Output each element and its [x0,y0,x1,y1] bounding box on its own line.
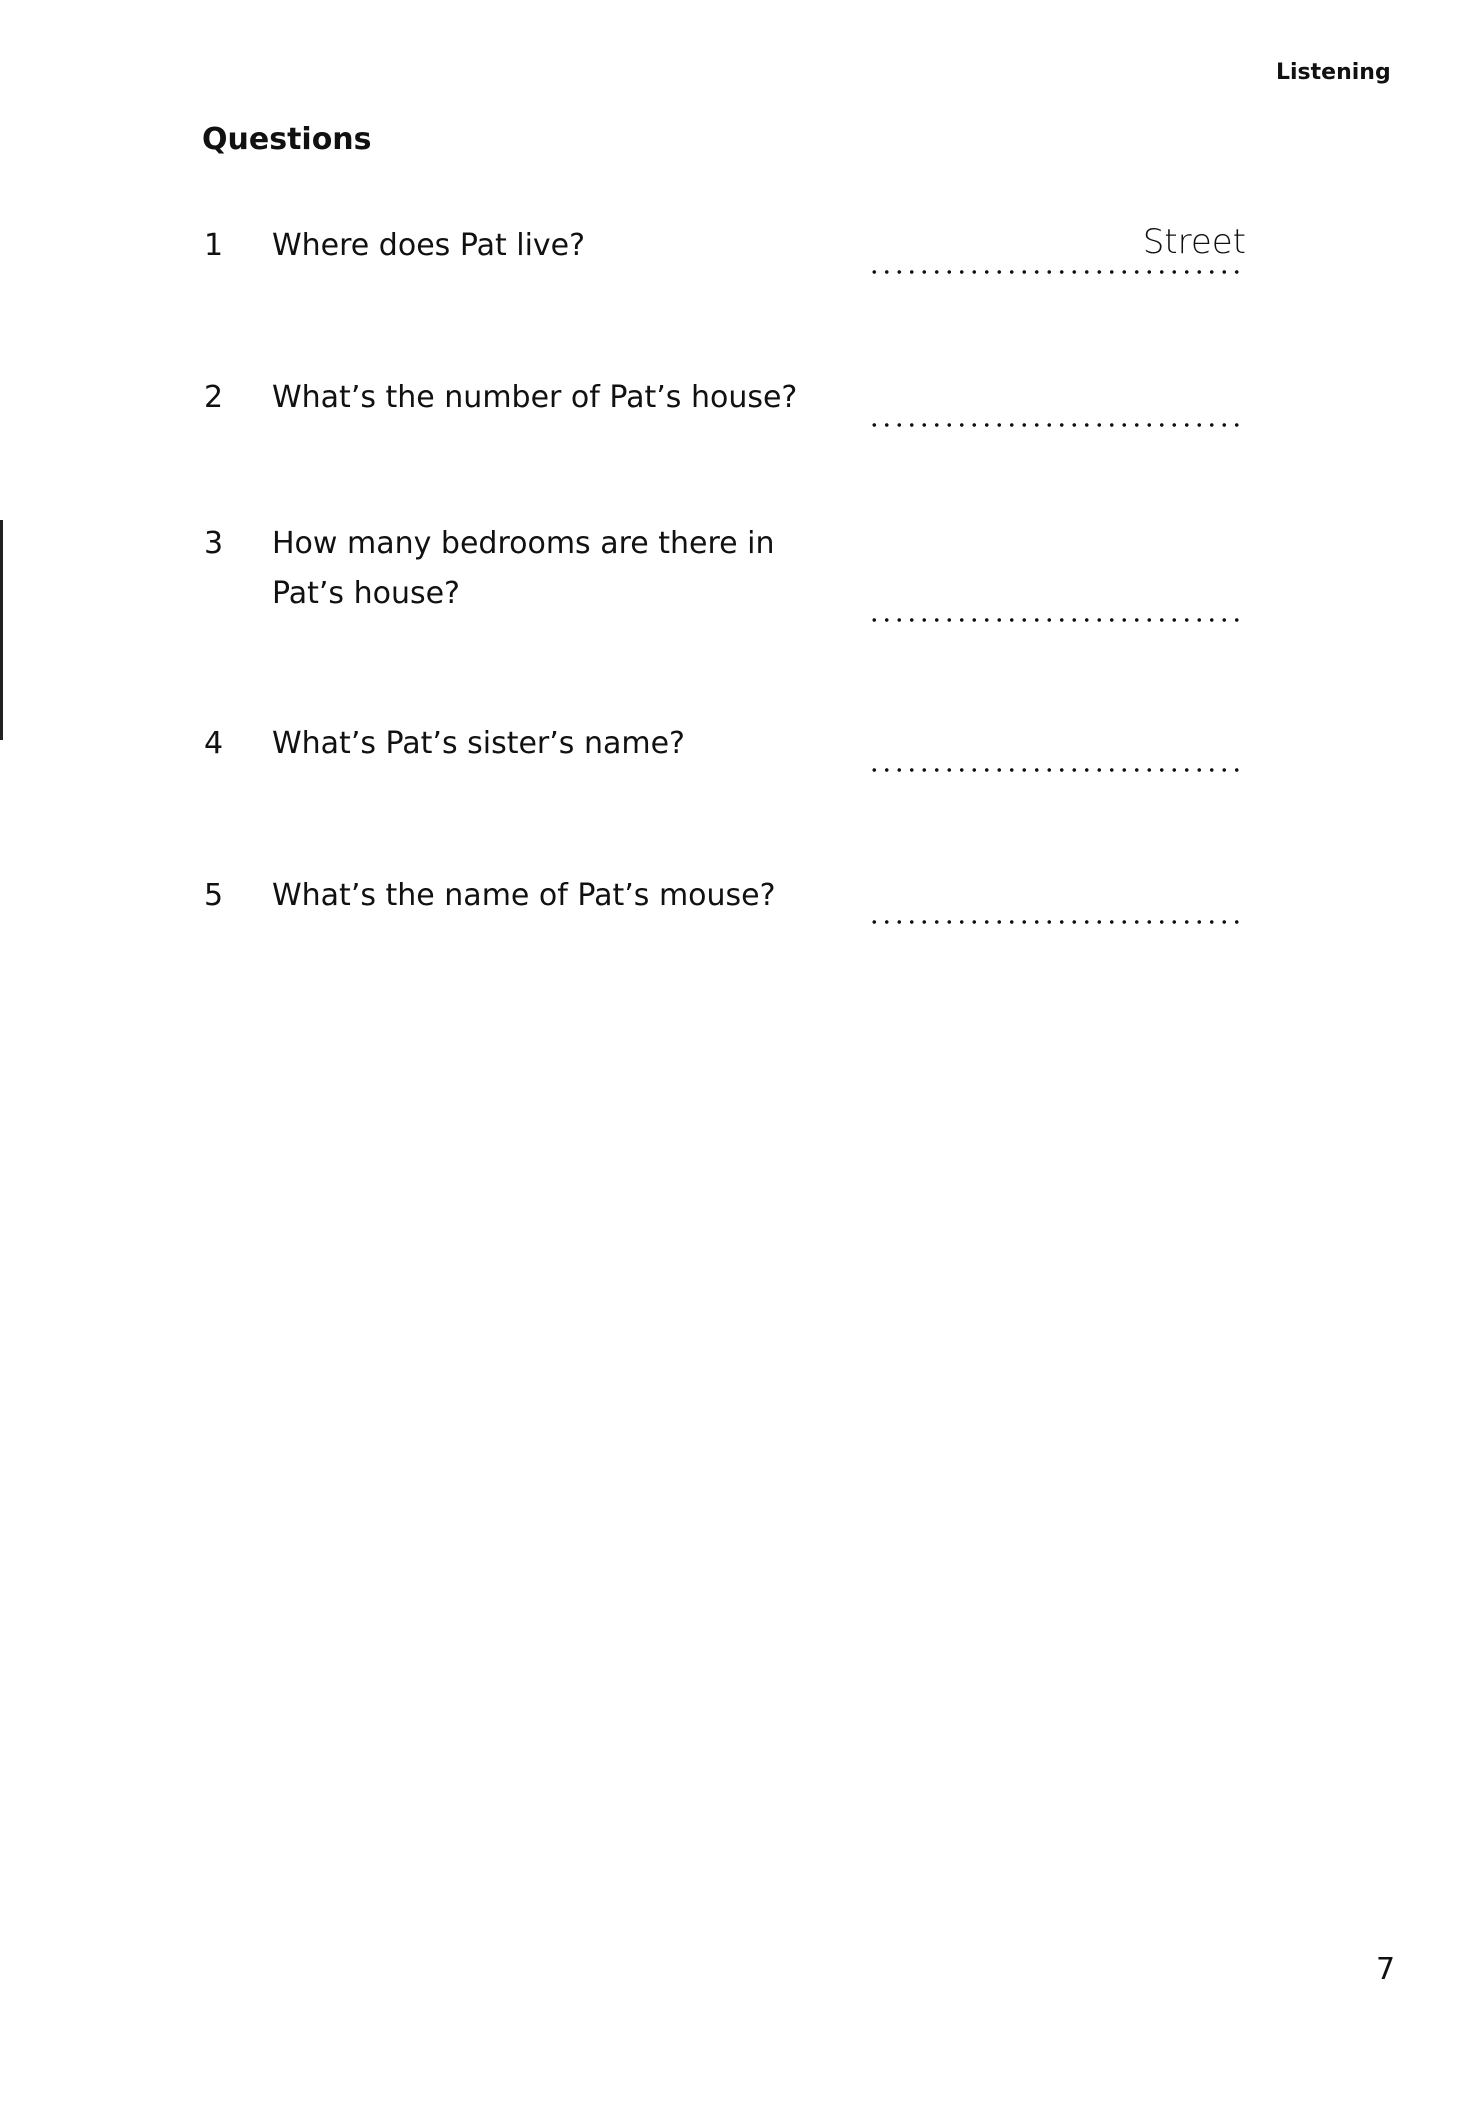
question-number: 4 [204,726,224,761]
question-number: 1 [204,228,224,263]
question-number: 5 [204,878,224,913]
question-text: What’s Pat’s sister’s name? [272,726,685,761]
question-text: What’s the number of Pat’s house? [272,380,798,415]
question-number: 2 [204,380,224,415]
page-title: Questions [202,122,372,157]
answer-field[interactable]: Street [1142,222,1246,262]
question-number: 3 [204,526,224,561]
scan-edge-line [0,520,3,740]
section-label: Listening [1276,60,1391,85]
question-text: Where does Pat live? [272,228,586,263]
question-text-line-1: How many bedrooms are there in [272,526,775,561]
answer-dotted-line [868,617,1246,623]
answer-dotted-line [868,269,1246,275]
question-text: What’s the name of Pat’s mouse? [272,878,776,913]
answer-dotted-line [868,767,1246,773]
answer-dotted-line [868,919,1246,925]
page-number: 7 [1376,1952,1396,1987]
answer-dotted-line [868,422,1246,428]
question-text-line-2: Pat’s house? [272,576,460,611]
